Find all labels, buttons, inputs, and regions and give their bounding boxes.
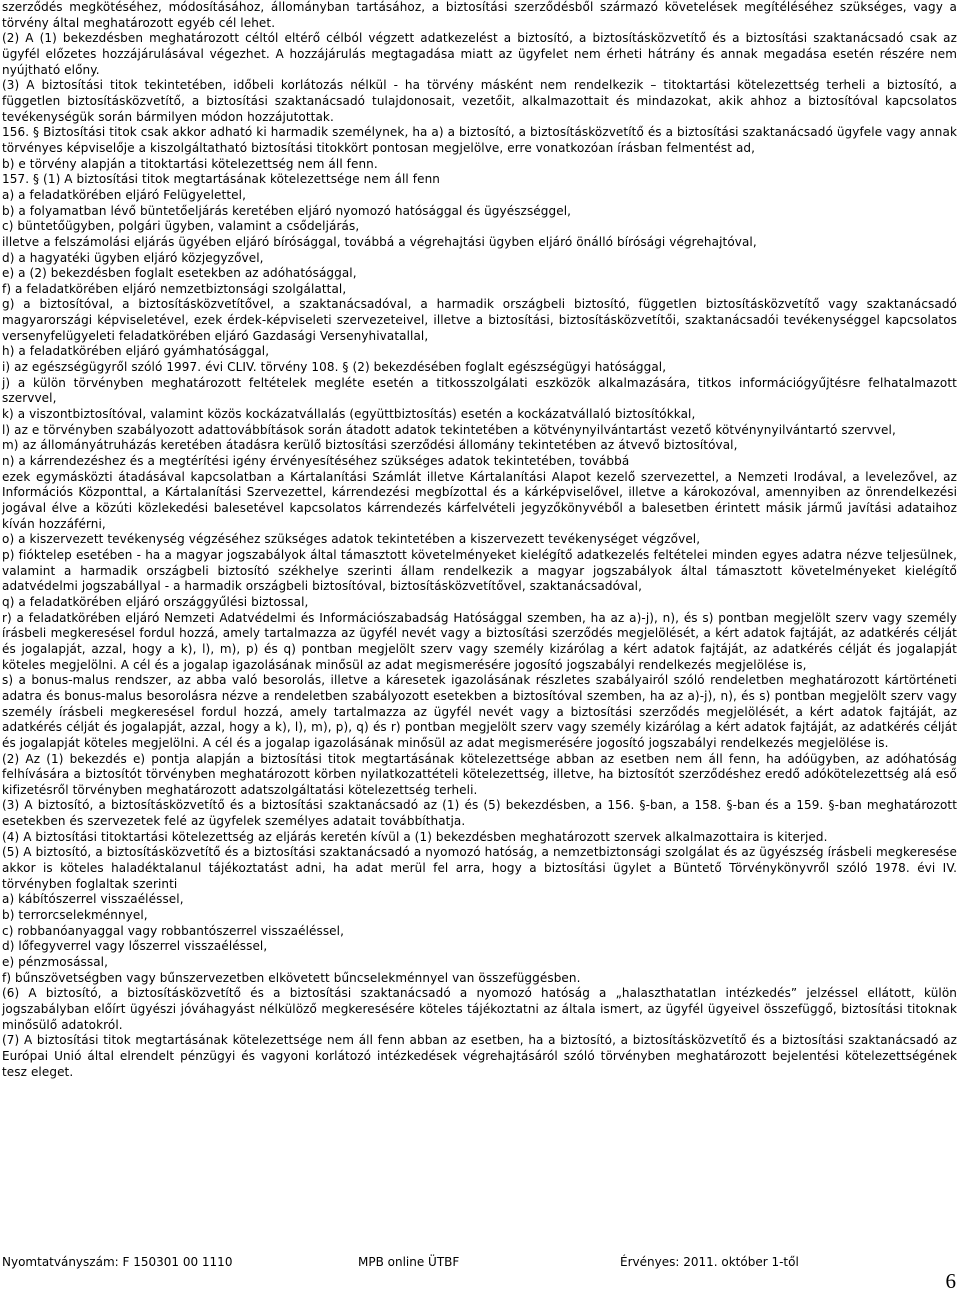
paragraph: f) bűnszövetségben vagy bűnszervezetben elkövetett bűncselekménnyel van összefüggésben. — [2, 970, 581, 985]
paragraph: (4) A biztosítási titoktartási kötelezettség az eljárás keretén kívül a (1) bekezdésben meghatározott szervek alkalmazottaira is kiterjed. — [2, 829, 828, 844]
paragraph: (6) A biztosító, a biztosításközvetítő és a biztosítási szaktanácsadó a nyomozó hatóság a „halaszthatatlan intézkedés” jelzéssel ellátott, külön jogszabályban előírt ügyészi jóváhagyást nélkülöző megkeresésére köteles tájékoztatni az általa ismert, az ügyfél ügyeivel összefüggő, biztosítási titoknak minősülő adatokról. — [2, 986, 957, 1032]
paragraph: r) a feladatkörében eljáró Nemzeti Adatvédelmi és Információszabadság Hatósággal szemben, ha az a)-j), n), és s) pontban megjelölt szerv vagy személy írásbeli megkeresésel fordul hozzá, amely tartalmazza az ügyfél nevét vagy a biztosítási szerződés megjelölését, a kért adatok fajtáját, az adatkérés célját és jogalapját, azzal, hogy a k), l), m), p) és q) pontban megjelölt szerv vagy személy kizárólag a kért adatok fajtáját, az adatkérés célját és jogalapját köteles megjelölni. A cél és a jogalap igazolásának minősül az adat megismerésére jogosító jogszabályi rendelkezés megjelölése is, — [2, 610, 957, 672]
paragraph: g) a biztosítóval, a biztosításközvetítővel, a szaktanácsadóval, a harmadik országbeli biztosító, független biztosításközvetítő vagy szaktanácsadó magyarországi képviseletével, ezek érdek-képviseleti szervezeteivel, illetve a biztosítási, biztosításközvetítői, szaktanácsadói tevékenységgel kapcsolatos versenyfelügyeleti feladatkörében eljáró Gazdasági Versenyhivatallal, — [2, 297, 957, 343]
paragraph: (3) A biztosítási titok tekintetében, időbeli korlátozás nélkül - ha törvény másként nem rendelkezik – titoktartási kötelezettség terheli a biztosító, a független biztosításközvetítő, a biztosítási szaktanácsadó tulajdonosait, vezetőit, alkalmazottait és mindazokat, akik ahhoz a biztosítóval kapcsolatos tevékenységük során bármilyen módon hozzájutottak. — [2, 78, 957, 124]
paragraph: s) a bonus-malus rendszer, az abba való besorolás, illetve a káresetek igazolásának részletes szabályairól szóló rendeletben meghatározott kártörténeti adatra és bonus-malus besorolásra nézve a rendeletben szabályozott esetekben a biztosítóval szemben, ha az a)-j), n), és s) pontban megjelölt szerv vagy személy írásbeli megkeresésel fordul hozzá, amely tartalmazza az ügyfél nevét vagy a biztosítási szerződés megjelölését, a kért adatok fajtáját, az adatkérés célját és jogalapját, azzal, hogy a k), l), m), p), q) és r) pontban megjelölt szerv vagy személy kizárólag a kért adatok fajtáját, az adatkérés célját és jogalapját köteles megjelölni. A cél és a jogalap igazolásának minősül az adat megismerésére jogosító jogszabályi rendelkezés megjelölése is. — [2, 673, 957, 750]
paragraph: a) a feladatkörében eljáró Felügyelettel, — [2, 187, 246, 202]
paragraph: h) a feladatkörében eljáró gyámhatósággal, — [2, 344, 270, 359]
valid-from: Érvényes: 2011. október 1-től — [620, 1255, 799, 1269]
paragraph: c) robbanóanyaggal vagy robbantószerrel visszaéléssel, — [2, 923, 345, 938]
paragraph: p) fióktelep esetében - ha a magyar jogszabályok által támasztott követelményeket kielégítő adatkezelés feltételei minden egyes adatra nézve teljesülnek, valamint a harmadik országbeli biztosító székhelye szerinti állam rendelkezik a magyar jogszabályok által támasztott követelményeket kielégítő adatvédelmi jogszabállyal - a harmadik országbeli biztosítóval, biztosításközvetítővel, szaktanácsadóval, — [2, 547, 957, 594]
paragraph: j) a külön törvényben meghatározott feltételek megléte esetén a titkosszolgálati eszközök alkalmazására, titkos információgyűjtésre felhatalmazott szervvel, — [2, 375, 957, 406]
paragraph: d) a hagyatéki ügyben eljáró közjegyzővel, — [2, 250, 264, 265]
paragraph: (2) A (1) bekezdésben meghatározott céltól eltérő célból végzett adatkezelést a biztosító, a biztosításközvetítő és a biztosítási szaktanácsadó csak az ügyfél előzetes hozzájárulásával végezhet. A hozzájárulás megtagadása miatt az ügyfelet nem érheti hátrány és annak megadása esetén részére nem nyújtható előny. — [2, 31, 957, 77]
paragraph: q) a feladatkörében eljáró országgyűlési biztossal, — [2, 594, 309, 609]
paragraph: 157. § (1) A biztosítási titok megtartásának kötelezettsége nem áll fenn — [2, 172, 440, 187]
form-number: Nyomtatványszám: F 150301 00 1110 — [2, 1255, 233, 1269]
paragraph: i) az egészségügyről szóló 1997. évi CLIV. törvény 108. § (2) bekezdésében foglalt egészségügyi hatósággal, — [2, 360, 667, 375]
paragraph: e) pénzmosással, — [2, 955, 109, 970]
page-footer — [2, 1254, 932, 1270]
paragraph: k) a viszontbiztosítóval, valamint közös kockázatvállalás (együttbiztosítás) esetén a kockázatvállaló biztosítókkal, — [2, 407, 696, 422]
paragraph: b) a folyamatban lévő büntetőeljárás keretében eljáró nyomozó hatósággal és ügyészséggel, — [2, 203, 572, 218]
paragraph: ezek egymásközti átadásával kapcsolatban a Kártalanítási Számlát illetve Kártalanítási Alapot kezelő szervezettel, a Nemzeti Irodával, a levelezővel, az Információs Központtal, a Kártalanítási Szervezettel, kárrendezési megbízottal és a kárképviselővel, illetve a károkozóval, amennyiben az önrendelkezési jogával élve a közúti közlekedési balesetével kapcsolatos kárrendezés kárfelvételi jegyzőkönyvéből a balesetben érintett másik jármű javítási adataihoz kíván hozzáférni, — [2, 469, 957, 531]
paragraph: (5) A biztosító, a biztosításközvetítő és a biztosítási szaktanácsadó a nyomozó hatóság, a nemzetbiztonsági szolgálat és az ügyészség írásbeli megkeresése akkor is köteles haladéktalanul tájékoztatást adni, ha adat merül fel arra, hogy a biztosítási ügylet a Büntető Törvénykönyvről szóló 1978. évi IV. törvényben foglaltak szerinti — [2, 845, 957, 891]
paragraph: l) az e törvényben szabályozott adattovábbítások során átadott adatok tekintetében a kötvénynyilvántartást vezető kötvénynyilvántartó szervvel, — [2, 422, 896, 437]
paragraph: e) a (2) bekezdésben foglalt esetekben az adóhatósággal, — [2, 266, 357, 281]
paragraph: m) az állományátruházás keretében átadásra kerülő biztosítási szerződési állomány tekintetében az átvevő biztosítóval, — [2, 438, 738, 453]
paragraph: b) e törvény alapján a titoktartási kötelezettség nem áll fenn. — [2, 156, 378, 171]
paragraph: d) lőfegyverrel vagy lőszerrel visszaéléssel, — [2, 939, 268, 954]
paragraph: n) a kárrendezéshez és a megtérítési igény érvényesítéséhez szükséges adatok tekintetében, továbbá — [2, 454, 630, 469]
paragraph: (7) A biztosítási titok megtartásának kötelezettsége nem áll fenn abban az esetben, ha a biztosító, a biztosításközvetítő és a biztosítási szaktanácsadó az Európai Unió által elrendelt pénzügyi és vagyoni korlátozó intézkedések végrehajtásáról szóló törvényben meghatározott bejelentési kötelezettségének tesz eleget. — [2, 1033, 957, 1079]
paragraph: 156. § Biztosítási titok csak akkor adható ki harmadik személynek, ha a) a biztosító, a biztosításközvetítő és a biztosítási szaktanácsadó ügyfele vagy annak törvényes képviselője a kiszolgáltatható biztosítási titokkört pontosan megjelölve, erre vonatkozóan írásban felmentést ad, — [2, 125, 957, 155]
paragraph: a) kábítószerrel visszaéléssel, — [2, 892, 184, 907]
paragraph: illetve a felszámolási eljárás ügyében eljáró bírósággal, továbbá a végrehajtási ügyben eljáró önálló bírósági végrehajtóval, — [2, 234, 757, 249]
paragraph: szerződés megkötéséhez, módosításához, állományban tartásához, a biztosítási szerződésből származó követelések megítéléséhez szükséges, vagy a törvény által meghatározott egyéb cél lehet. — [2, 0, 957, 30]
paragraph: b) terrorcselekménnyel, — [2, 908, 148, 923]
paragraph: (2) Az (1) bekezdés e) pontja alapján a biztosítási titok megtartásának kötelezettsége abban az esetben nem áll fenn, ha adóügyben, az adóhatóság felhívására a biztosítót törvényben meghatározott körben nyilatkozattételi kötelezettség, illetve, ha biztosítót szerződéshez eredő adókötelezettség alá eső kifizetésről törvényben meghatározott adatszolgáltatási kötelezettség terheli. — [2, 751, 957, 797]
document-body — [2, 0, 957, 1080]
product-name: MPB online ÜTBF — [358, 1255, 460, 1269]
page-number: 6 — [945, 1269, 956, 1293]
paragraph: f) a feladatkörében eljáró nemzetbiztonsági szolgálattal, — [2, 281, 347, 296]
paragraph: (3) A biztosító, a biztosításközvetítő és a biztosítási szaktanácsadó az (1) és (5) bekezdésben, a 156. §-ban, a 158. §-ban és a 159. §-ban meghatározott esetekben és szervezetek felé az ügyfelek személyes adatait továbbíthatja. — [2, 798, 957, 829]
paragraph: c) büntetőügyben, polgári ügyben, valamint a csődeljárás, — [2, 219, 360, 234]
paragraph: o) a kiszervezett tevékenység végzéséhez szükséges adatok tekintetében a kiszervezett tevékenységet végzővel, — [2, 532, 701, 547]
